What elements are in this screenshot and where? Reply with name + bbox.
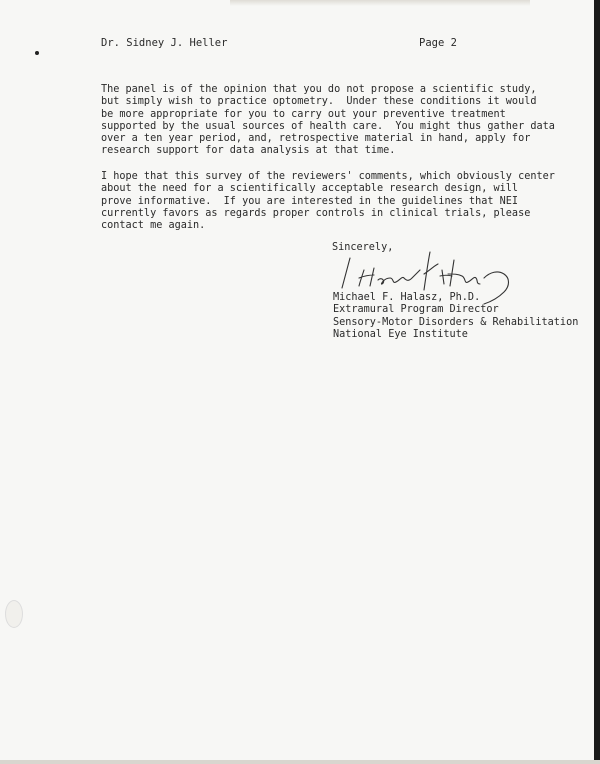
letter-header	[101, 37, 481, 49]
ink-speck	[35, 51, 39, 55]
body-paragraph-1: The panel is of the opinion that you do not propose a scientific study, but simply wish to practice optometry. Under these conditions it would be more appropriate for you to carry out your preventive treatment supported by the usual sources of health care. You might thus gather data over a ten year period, and, retrospective material in hand, apply for research support for data analysis at that time.	[101, 84, 555, 157]
paper-scuff	[230, 0, 530, 6]
punch-hole-mark	[5, 600, 23, 628]
body-paragraph-2: I hope that this survey of the reviewers' comments, which obviously center about the need for a scientifically acceptable research design, will prove informative. If you are interested in the guidelines that NEI currently favors as regards proper controls in clinical trials, please contact me again.	[101, 171, 555, 232]
signer-department: Sensory-Motor Disorders & Rehabilitation	[333, 316, 579, 328]
scan-edge-right	[594, 0, 600, 764]
scan-edge-bottom	[0, 760, 600, 764]
signer-title: Extramural Program Director	[333, 304, 499, 316]
recipient-name: Dr. Sidney J. Heller	[101, 37, 228, 49]
signer-name: Michael F. Halasz, Ph.D.	[333, 292, 481, 303]
signer-institute: National Eye Institute	[333, 328, 468, 340]
page-number: Page 2	[419, 37, 457, 49]
signature-block	[333, 292, 578, 341]
closing-salutation: Sincerely,	[332, 242, 394, 253]
